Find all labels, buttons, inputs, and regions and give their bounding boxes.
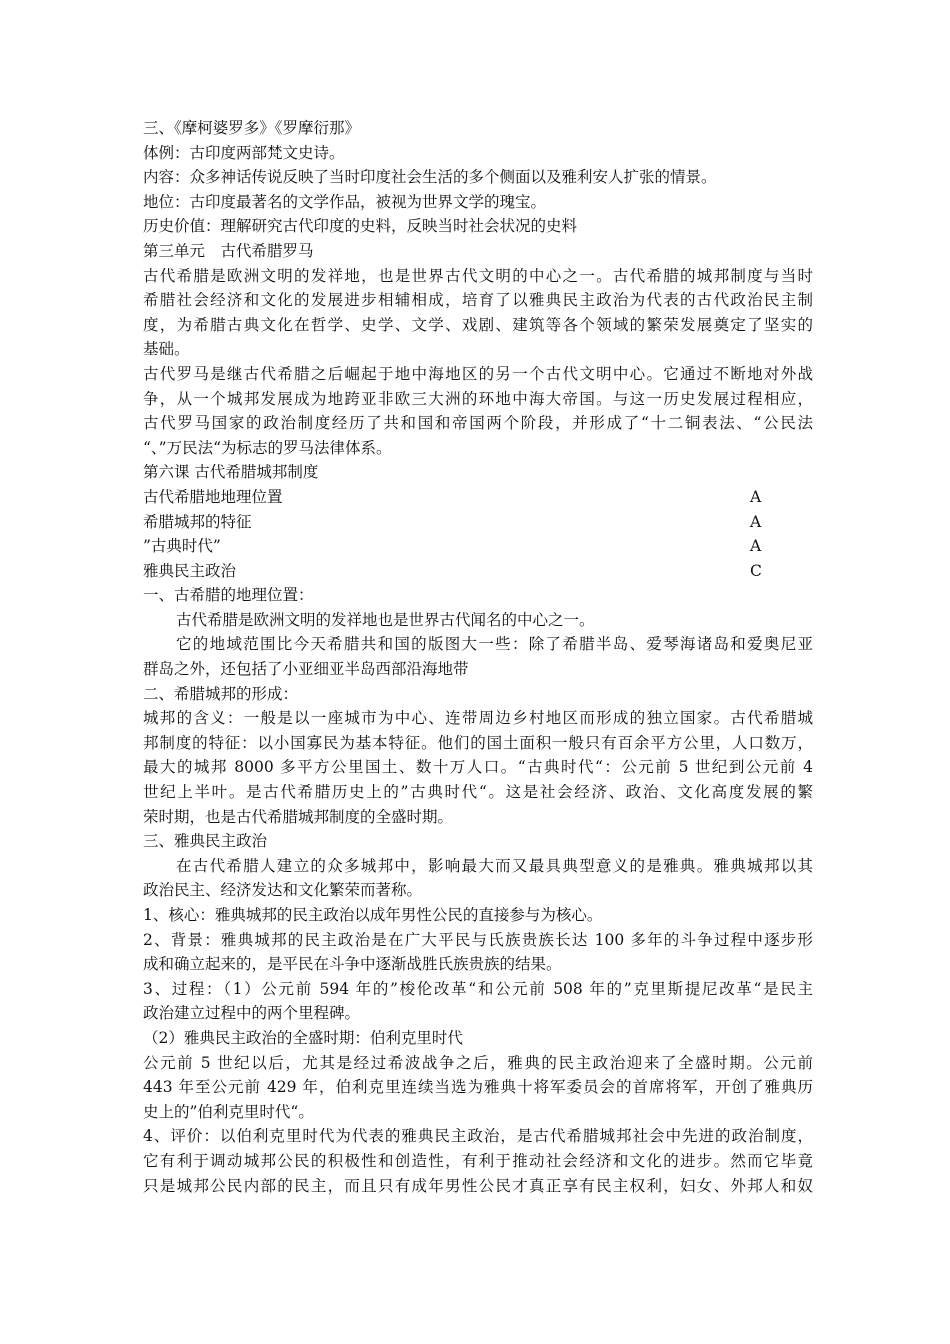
document-body [143,116,813,1198]
section-3-intro-line: 在古代希腊人建立的众多城邦中，影响最大而又最具典型意义的是雅典。雅典城邦以其 [176,856,813,875]
toc-row [143,559,813,584]
section-1-paragraph: 古代希腊是欧洲文明的发祥地也是世界古代闻名的中心之一。 [176,610,595,629]
section-3-title: 三、雅典民主政治 [143,832,268,851]
toc-topic: 古代希腊地地理位置 [143,487,283,506]
item-background-line: 成和确立起来的，是平民在斗争中逐渐战胜氏族贵族的结果。 [143,955,562,974]
epics-status: 地位：古印度最著名的文学作品，被视为世界文学的瑰宝。 [143,192,547,211]
greece-intro-line: 古代希腊是欧洲文明的发祥地，也是世界古代文明的中心之一。古代希腊的城邦制度与当时 [143,266,813,285]
section-2-paragraph-line: 最大的城邦 8000 多平方公里国土、数十万人口。“古典时代“：公元前 5 世纪到公元前 4 [143,758,813,777]
section-3-intro-line: 政治民主、经济发达和文化繁荣而著称。 [143,881,423,900]
rome-intro-line: “、”万民法“为标志的罗马法律体系。 [143,438,392,457]
section-2-paragraph-line: 世纪上半叶。是古代希腊历史上的”古典时代“。这是社会经济、政治、文化高度发展的繁 [143,783,813,802]
unit-title: 第三单元 古代希腊罗马 [143,241,314,260]
item-process-line: 3、过程：（1）公元前 594 年的”梭伦改革“和公元前 508 年的”克里斯提尼改革“是民主 [143,979,813,998]
item-process-line: 政治建立过程中的两个里程碑。 [143,1004,361,1023]
toc-row [143,485,813,510]
item-process-subheading: （2）雅典民主政治的全盛时期：伯利克里时代 [143,1028,463,1047]
toc-row [143,534,813,559]
epics-value: 历史价值：理解研究古代印度的史料，反映当时社会状况的史料 [143,217,578,236]
lesson-title: 第六课 古代希腊城邦制度 [143,463,319,482]
toc-grade: A [750,487,762,506]
greece-intro-line: 基础。 [143,340,190,359]
heading-epics: 三、《摩柯婆罗多》《罗摩衍那》 [143,119,361,137]
section-2-title: 二、希腊城邦的形成： [143,684,299,703]
section-1-title: 一、古希腊的地理位置： [143,586,314,605]
section-2-paragraph-line: 城邦的含义：一般是以一座城市为中心、连带周边乡村地区而形成的独立国家。古代希腊城 [143,709,813,728]
item-process-paragraph-line: 公元前 5 世纪以后，尤其是经过希波战争之后，雅典的民主政治迎来了全盛时期。公元前 [143,1053,813,1072]
item-background-line: 2、背景：雅典城邦的民主政治是在广大平民与氏族贵族长达 100 多年的斗争过程中逐步形 [143,930,813,949]
toc-topic: 雅典民主政治 [143,561,237,580]
toc-grade: C [750,561,762,580]
toc-row [143,510,813,535]
greece-intro-line: 度，为希腊古典文化在哲学、史学、文学、戏剧、建筑等各个领域的繁荣发展奠定了坚实的 [143,315,813,334]
item-core: 1、核心：雅典城邦的民主政治以成年男性公民的直接参与为核心。 [143,906,603,924]
toc-grade: A [750,512,762,531]
item-evaluation-line: 4、评价：以伯利克里时代为代表的雅典民主政治，是古代希腊城邦社会中先进的政治制度， [143,1127,813,1146]
toc-grade: A [750,537,762,556]
rome-intro-line: 古代罗马是继古代希腊之后崛起于地中海地区的另一个古代文明中心。它通过不断地对外战 [143,364,813,383]
section-1-paragraph-line: 它的地域范围比今天希腊共和国的版图大一些：除了希腊半岛、爱琴海诸岛和爱奥尼亚 [176,635,813,654]
item-process-paragraph-line: 史上的”伯利克里时代“。 [143,1102,314,1121]
rome-intro-line: 争，从一个城邦发展成为地跨亚非欧三大洲的环地中海大帝国。与这一历史发展过程相应， [143,389,813,408]
greece-intro-line: 希腊社会经济和文化的发展进步相辅相成，培育了以雅典民主政治为代表的古代政治民主制 [143,291,813,310]
item-process-paragraph-line: 443 年至公元前 429 年，伯利克里连续当选为雅典十将军委员会的首席将军，开创了雅典历 [143,1078,813,1097]
item-evaluation-line: 它有利于调动城邦公民的积极性和创造性，有利于推动社会经济和文化的进步。然而它毕竟 [143,1151,813,1170]
rome-intro-line: 古代罗马国家的政治制度经历了共和国和帝国两个阶段，并形成了“十二铜表法、“公民法 [143,414,813,433]
epics-content: 内容：众多神话传说反映了当时印度社会生活的多个侧面以及雅利安人扩张的情景。 [143,168,717,187]
section-2-paragraph-line: 荣时期，也是古代希腊城邦制度的全盛时期。 [143,807,454,826]
toc-topic: ”古典时代” [143,537,221,556]
epics-genre: 体例：古印度两部梵文史诗。 [143,143,345,162]
section-1-paragraph-line: 群岛之外，还包括了小亚细亚半岛西部沿海地带 [143,660,469,679]
item-evaluation-line: 只是城邦公民内部的民主，而且只有成年男性公民才真正享有民主权利，妇女、外邦人和奴 [143,1176,813,1195]
toc-topic: 希腊城邦的特征 [143,512,252,531]
section-2-paragraph-line: 邦制度的特征：以小国寡民为基本特征。他们的国土面积一般只有百余平方公里，人口数万， [143,733,813,752]
